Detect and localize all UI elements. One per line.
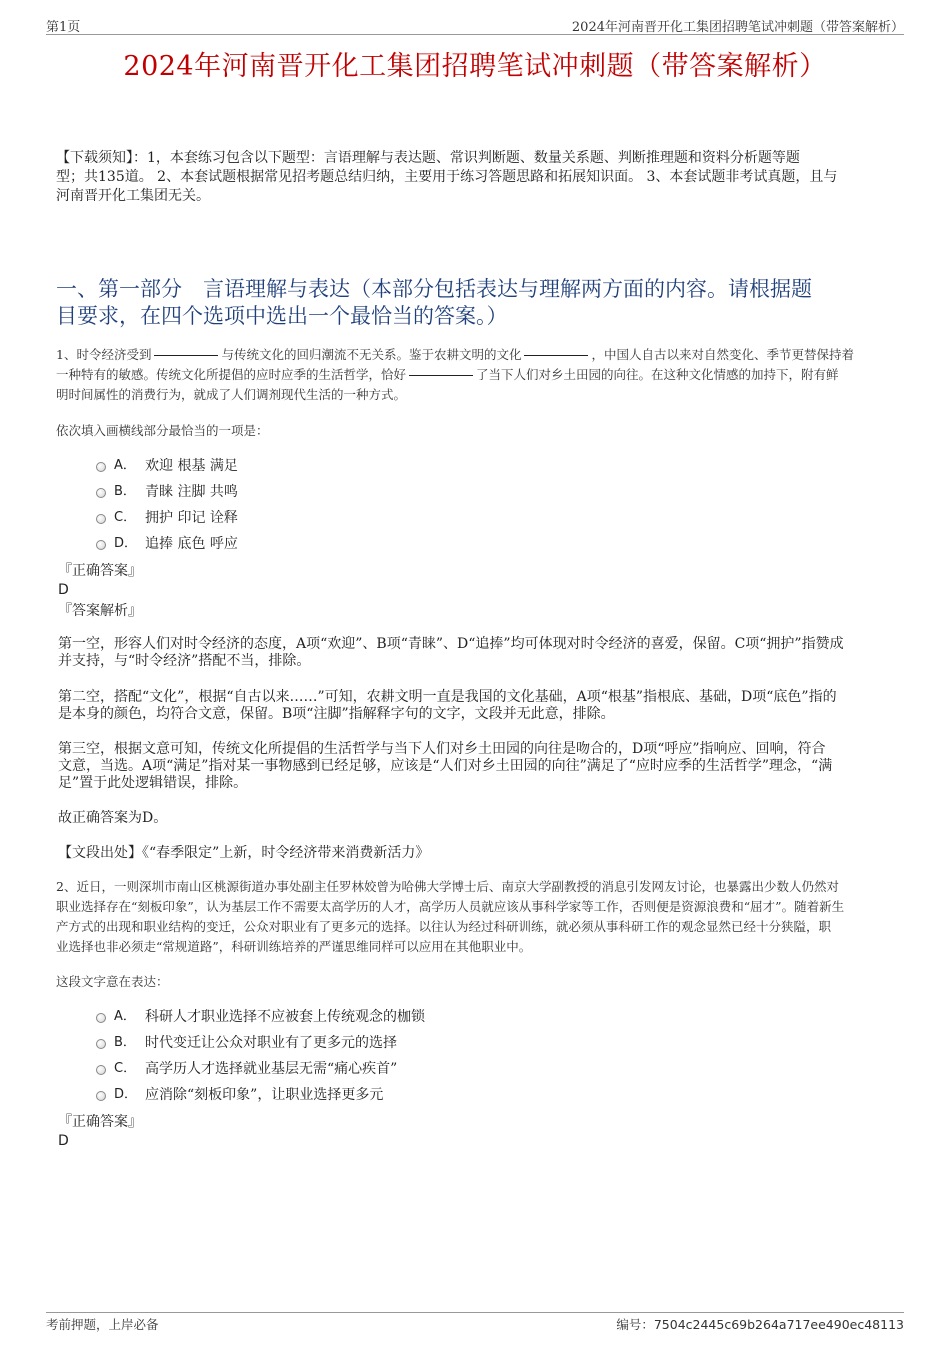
radio-icon[interactable] [96,514,106,524]
document-title: 2024年河南晋开化工集团招聘笔试冲刺题（带答案解析） [123,51,827,82]
section-heading-line: 目要求，在四个选项中选出一个最恰当的答案。） [56,304,508,328]
radio-icon[interactable] [96,540,106,550]
radio-icon[interactable] [96,488,106,498]
radio-icon[interactable] [96,462,106,472]
stem-line: 产方式的出现和职业结构的变迁，公众对职业有了更多元的选择。以往认为经过科研训练，就必须从事科研工作的观念显然已经十分狭隘，职 [56,919,832,934]
radio-icon[interactable] [96,1091,106,1101]
question-1-stem [56,345,898,405]
stem-line: 业选择也非必须走“常规道路”，科研训练培养的严谨思维同样可以应用在其他职业中。 [56,939,532,954]
question-1-prompt: 依次填入画横线部分最恰当的一项是： [56,423,269,438]
passage-source: 【文段出处】《“春季限定”上新，时令经济带来消费新活力》 [58,845,430,861]
radio-icon[interactable] [96,1013,106,1023]
stem-line: 2、近日，一则深圳市南山区桃源街道办事处副主任罗林姣曾为哈佛大学博士后、南京大学副教授的消息引发网友讨论，也暴露出少数人仍然对 [56,879,839,894]
notice-line: 型；共135道。 2、本套试题根据常见招考题总结归纳，主要用于练习答题思路和拓展知识面。 3、本套试题非考试真题，且与 [56,169,838,185]
stem-line: 1、时令经济受到 与传统文化的回归潮流不无关系。鉴于农耕文明的文化 ，中国人自古以来对自然变化、季节更替保持着 [56,347,854,362]
page-footer [46,1312,904,1332]
section-heading-line: 一、第一部分 言语理解与表达（本部分包括表达与理解两方面的内容。请根据题 [56,277,812,301]
radio-icon[interactable] [96,1039,106,1049]
download-notice [56,149,898,206]
correct-answer: D [58,1133,69,1149]
page-header [46,14,904,35]
stem-line: 一种特有的敏感。传统文化所提倡的应时应季的生活哲学，恰好 了当下人们对乡土田园的向往。在这种文化情感的加持下，附有鲜 [56,367,839,382]
radio-icon[interactable] [96,1065,106,1075]
header-doc-title: 2024年河南晋开化工集团招聘笔试冲刺题（带答案解析） [571,20,904,35]
fill-blank [409,375,473,376]
analysis-label: 『答案解析』 [58,603,142,619]
footer-slogan: 考前押题，上岸必备 [46,1317,159,1332]
answer-label: 『正确答案』 [58,1114,142,1130]
analysis-paragraph: 第三空，根据文意可知，传统文化所提倡的生活哲学与当下人们对乡土田园的向往是吻合的，D项“呼应”指响应、回响，符合 文意，当选。A项“满足”指对某一事物感到已经足够，应该是“人们对乡土田园的向往”满足了“应时应季的生活哲学”理念，“满 足”置于此处逻辑错误，排除。 [58,741,833,791]
document-code: 编号：7504c2445c69b264a717ee490ec48113 [616,1317,904,1332]
fill-blank [154,355,218,356]
analysis-paragraph: 第二空，搭配“文化”，根据“自古以来……”可知，农耕文明一直是我国的文化基础，A项“根基”指根底、基础，D项“底色”指的 是本身的颜色，均符合文意，保留。B项“注脚”指解释字句的文字，文段并无此意，排除。 [58,689,837,722]
fill-blank [524,355,588,356]
analysis-paragraph: 第一空，形容人们对时令经济的态度，A项“欢迎”、B项“青睐”、D“追捧”均可体现对时令经济的喜爱，保留。C项“拥护”指赞成 并支持，与“时令经济”搭配不当，排除。 [58,636,844,669]
question-2-prompt: 这段文字意在表达： [56,974,169,989]
section-heading [56,276,898,330]
stem-line: 明时间属性的消费行为，就成了人们调剂现代生活的一种方式。 [56,387,407,402]
question-2-stem [56,877,898,957]
notice-line: 河南晋开化工集团无关。 [56,188,210,204]
notice-line: 【下载须知】：1，本套练习包含以下题型：言语理解与表达题、常识判断题、数量关系题、判断推理题和资料分析题等题 [56,150,800,166]
answer-label: 『正确答案』 [58,563,142,579]
page-number: 第1页 [46,20,81,35]
analysis-conclusion: 故正确答案为D。 [58,810,168,826]
correct-answer: D [58,582,69,598]
stem-line: 职业选择存在“刻板印象”，认为基层工作不需要太高学历的人才，高学历人员就应该从事科学家等工作，否则便是资源浪费和“屈才”。随着新生 [56,899,845,914]
